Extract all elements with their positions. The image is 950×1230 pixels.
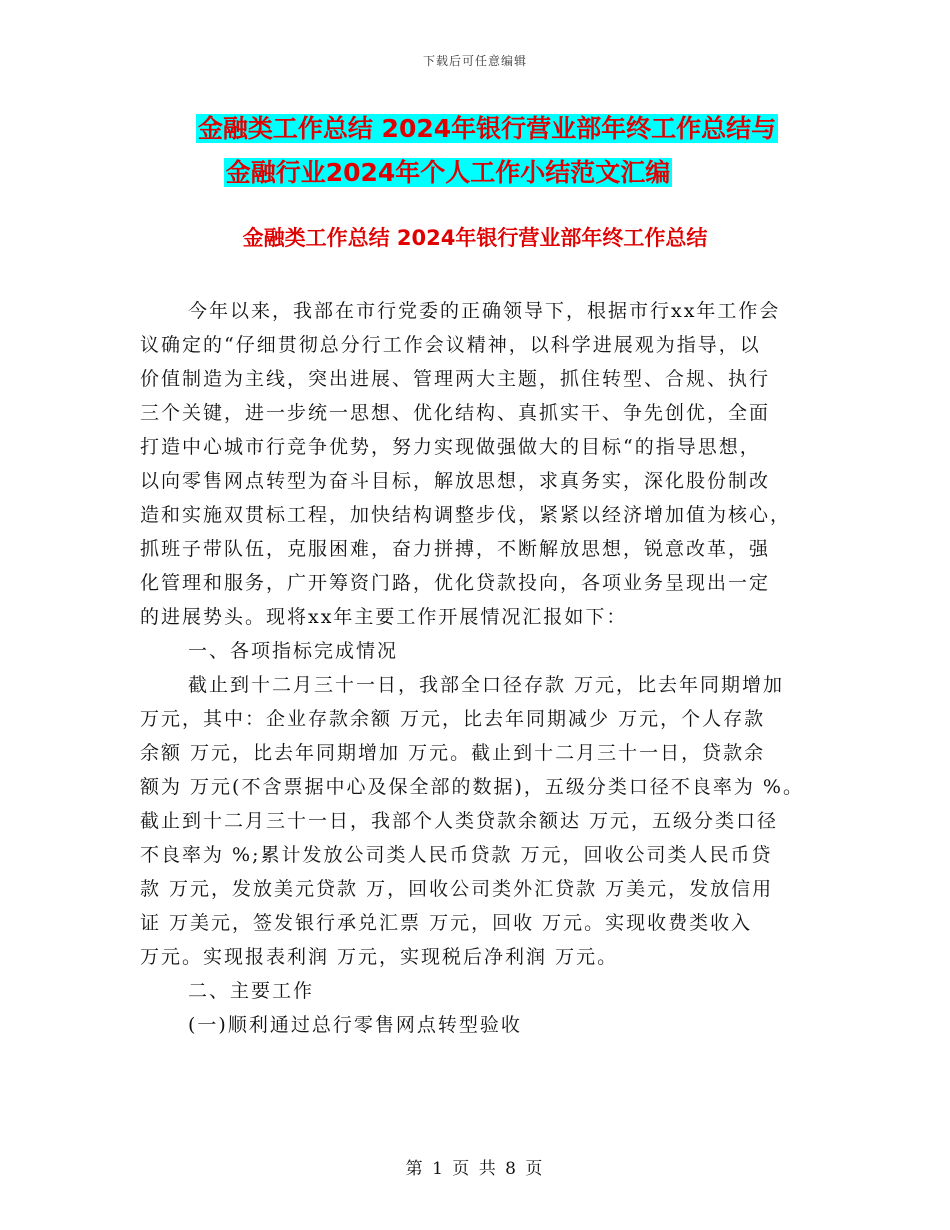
paragraph-line: 截止到十二月三十一日，我部全口径存款 万元，比去年同期增加 [188, 674, 785, 696]
paragraph-line: 造和实施双贯标工程，加快结构调整步伐，紧紧以经济增加值为核心， [140, 504, 792, 526]
paragraph-line: 款 万元，发放美元贷款 万，回收公司类外汇贷款 万美元，发放信用 [140, 878, 774, 900]
title-highlight-2: 金融行业2024年个人工作小结范文汇编 [225, 158, 671, 187]
paragraph-line: 额为 万元(不含票据中心及保全部的数据)，五级分类口径不良率为 %。 [140, 776, 804, 798]
paragraph-line: 三个关键，进一步统一思想、优化结构、真抓实干、争先创优，全面 [140, 402, 771, 424]
paragraph-line: 万元，其中：企业存款余额 万元，比去年同期减少 万元，个人存款 [140, 708, 766, 730]
paragraph-line: 打造中心城市行竞争优势，努力实现做强做大的目标“的指导思想， [140, 436, 761, 458]
paragraph-line: 抓班子带队伍，克服困难，奋力拼搏，不断解放思想，锐意改革，强 [140, 538, 771, 560]
paragraph-line: 证 万美元，签发银行承兑汇票 万元，回收 万元。实现收费类收入 [140, 912, 753, 934]
paragraph-line: 化管理和服务，广开筹资门路，优化贷款投向，各项业务呈现出一定 [140, 572, 771, 594]
page-footer: 第 1 页 共 8 页 [405, 1159, 545, 1179]
paragraph-line: 以向零售网点转型为奋斗目标，解放思想，求真务实，深化股份制改 [140, 470, 771, 492]
section-title: 金融类工作总结 2024年银行营业部年终工作总结 [242, 226, 708, 250]
title-highlight-1: 金融类工作总结 2024年银行营业部年终工作总结与 [197, 114, 777, 143]
body-text [140, 294, 810, 1042]
paragraph-line: 余额 万元，比去年同期增加 万元。截止到十二月三十一日，贷款余 [140, 742, 766, 764]
document-title-line-2 [0, 156, 950, 190]
paragraph-line: 价值制造为主线，突出进展、管理两大主题，抓住转型、合规、执行 [140, 368, 771, 390]
paragraph-line: 万元。实现报表利润 万元，实现税后净利润 万元。 [140, 946, 619, 968]
heading-main-work: 二、主要工作 [188, 980, 315, 1002]
header-note: 下载后可任意编辑 [422, 54, 527, 68]
paragraph-line: 议确定的“仔细贯彻总分行工作会议精神，以科学进展观为指导，以 [140, 334, 761, 356]
document-title-line-1 [0, 112, 950, 146]
paragraph-line: 今年以来，我部在市行党委的正确领导下，根据市行xx年工作会 [188, 300, 781, 322]
subheading-transformation: (一)顺利通过总行零售网点转型验收 [188, 1014, 522, 1036]
heading-indicators: 一、各项指标完成情况 [188, 640, 399, 662]
paragraph-line: 截止到十二月三十一日，我部个人类贷款余额达 万元，五级分类口径 [140, 810, 779, 832]
paragraph-line: 的进展势头。现将xx年主要工作开展情况汇报如下： [140, 606, 628, 628]
paragraph-line: 不良率为 %;累计发放公司类人民币贷款 万元，回收公司类人民币贷 [140, 844, 773, 866]
